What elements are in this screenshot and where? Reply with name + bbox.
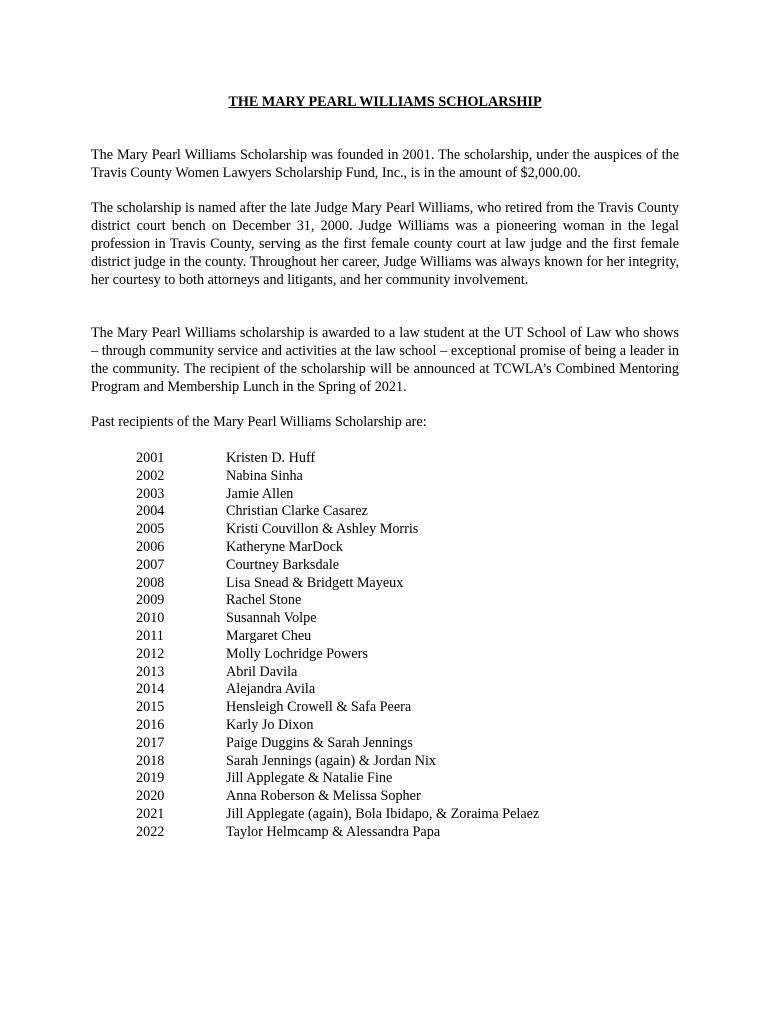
recipient-name: Paige Duggins & Sarah Jennings bbox=[226, 734, 413, 751]
recipient-year: 2017 bbox=[136, 734, 165, 751]
recipient-year: 2014 bbox=[136, 681, 165, 698]
recipient-name: Kristen D. Huff bbox=[226, 450, 316, 466]
recipient-name: Jill Applegate (again), Bola Ibidapo, & Zoraima Pelaez bbox=[226, 805, 540, 822]
page-title: THE MARY PEARL WILLIAMS SCHOLARSHIP bbox=[228, 94, 542, 110]
paragraph-past-recipients-intro: Past recipients of the Mary Pearl Williams Scholarship are: bbox=[91, 414, 427, 430]
list-item bbox=[136, 788, 539, 806]
recipient-name: Katheryne MarDock bbox=[226, 538, 343, 555]
recipient-year: 2019 bbox=[136, 770, 165, 787]
recipient-name: Anna Roberson & Melissa Sopher bbox=[226, 788, 421, 805]
recipient-name: Nabina Sinha bbox=[226, 467, 303, 484]
recipient-name: Margaret Cheu bbox=[226, 627, 312, 644]
recipient-year: 2008 bbox=[136, 574, 165, 591]
list-item bbox=[136, 450, 539, 468]
paragraph-award-criteria: The Mary Pearl Williams scholarship is awarded to a law student at the UT School of Law who shows – through community service and activities at the law school – exceptional promise of being a leader in the community. The recipient of the scholarship will be announced at TCWLA’s Combined Mentoring Program and Membership Lunch in the Spring of 2021. bbox=[91, 325, 679, 395]
list-item bbox=[136, 503, 539, 521]
recipient-year: 2002 bbox=[136, 467, 165, 484]
recipient-name: Christian Clarke Casarez bbox=[226, 503, 368, 520]
recipient-name: Kristi Couvillon & Ashley Morris bbox=[226, 521, 419, 538]
list-item bbox=[136, 468, 539, 486]
recipient-year: 2015 bbox=[136, 699, 165, 716]
list-item bbox=[136, 521, 539, 539]
recipient-year: 2009 bbox=[136, 592, 165, 609]
list-item bbox=[136, 753, 539, 771]
list-item bbox=[136, 770, 539, 788]
list-item bbox=[136, 681, 539, 699]
list-item bbox=[136, 610, 539, 628]
recipient-year: 2006 bbox=[136, 538, 165, 555]
recipient-year: 2012 bbox=[136, 645, 165, 662]
recipient-year: 2021 bbox=[136, 805, 165, 822]
recipient-year: 2010 bbox=[136, 610, 165, 627]
list-item bbox=[136, 646, 539, 664]
recipient-year: 2004 bbox=[136, 503, 165, 520]
recipient-name: Rachel Stone bbox=[226, 592, 302, 609]
list-item bbox=[136, 824, 539, 842]
paragraph-founding: The Mary Pearl Williams Scholarship was founded in 2001. The scholarship, under the auspices of the Travis County Women Lawyers Scholarship Fund, Inc., is in the amount of $2,000.00. bbox=[91, 147, 679, 181]
recipient-name: Karly Jo Dixon bbox=[226, 716, 314, 733]
recipient-year: 2022 bbox=[136, 823, 165, 840]
list-item bbox=[136, 699, 539, 717]
list-item bbox=[136, 628, 539, 646]
recipient-name: Courtney Barksdale bbox=[226, 556, 340, 573]
list-item bbox=[136, 592, 539, 610]
recipient-name: Alejandra Avila bbox=[226, 681, 316, 698]
list-item bbox=[136, 575, 539, 593]
list-item bbox=[136, 735, 539, 753]
recipient-year: 2005 bbox=[136, 521, 165, 538]
recipient-name: Abril Davila bbox=[226, 663, 298, 680]
recipient-name: Jill Applegate & Natalie Fine bbox=[226, 770, 393, 787]
list-item bbox=[136, 539, 539, 557]
list-item bbox=[136, 664, 539, 682]
recipient-year: 2018 bbox=[136, 752, 165, 769]
recipient-name: Molly Lochridge Powers bbox=[226, 645, 368, 662]
list-item bbox=[136, 486, 539, 504]
recipient-name: Jamie Allen bbox=[226, 485, 294, 502]
recipient-name: Sarah Jennings (again) & Jordan Nix bbox=[226, 752, 437, 769]
list-item bbox=[136, 806, 539, 824]
recipient-name: Hensleigh Crowell & Safa Peera bbox=[226, 699, 412, 716]
recipient-year: 2001 bbox=[136, 450, 165, 466]
recipient-year: 2007 bbox=[136, 556, 165, 573]
recipient-year: 2003 bbox=[136, 485, 165, 502]
list-item bbox=[136, 557, 539, 575]
recipient-year: 2013 bbox=[136, 663, 165, 680]
recipients-list bbox=[136, 450, 539, 842]
recipient-year: 2016 bbox=[136, 716, 165, 733]
recipient-name: Susannah Volpe bbox=[226, 610, 317, 627]
paragraph-namesake: The scholarship is named after the late Judge Mary Pearl Williams, who retired from the Travis County district court bench on December 31, 2000. Judge Williams was a pioneering woman in the legal profession in Travis County, serving as the first female county court at law judge and the first female district judge in the county. Throughout her career, Judge Williams was always known for her integrity, her courtesy to both attorneys and litigants, and her community involvement. bbox=[91, 200, 679, 288]
recipient-name: Taylor Helmcamp & Alessandra Papa bbox=[226, 823, 441, 840]
list-item bbox=[136, 717, 539, 735]
recipient-year: 2020 bbox=[136, 788, 165, 805]
recipient-year: 2011 bbox=[136, 627, 164, 644]
recipient-name: Lisa Snead & Bridgett Mayeux bbox=[226, 574, 404, 591]
